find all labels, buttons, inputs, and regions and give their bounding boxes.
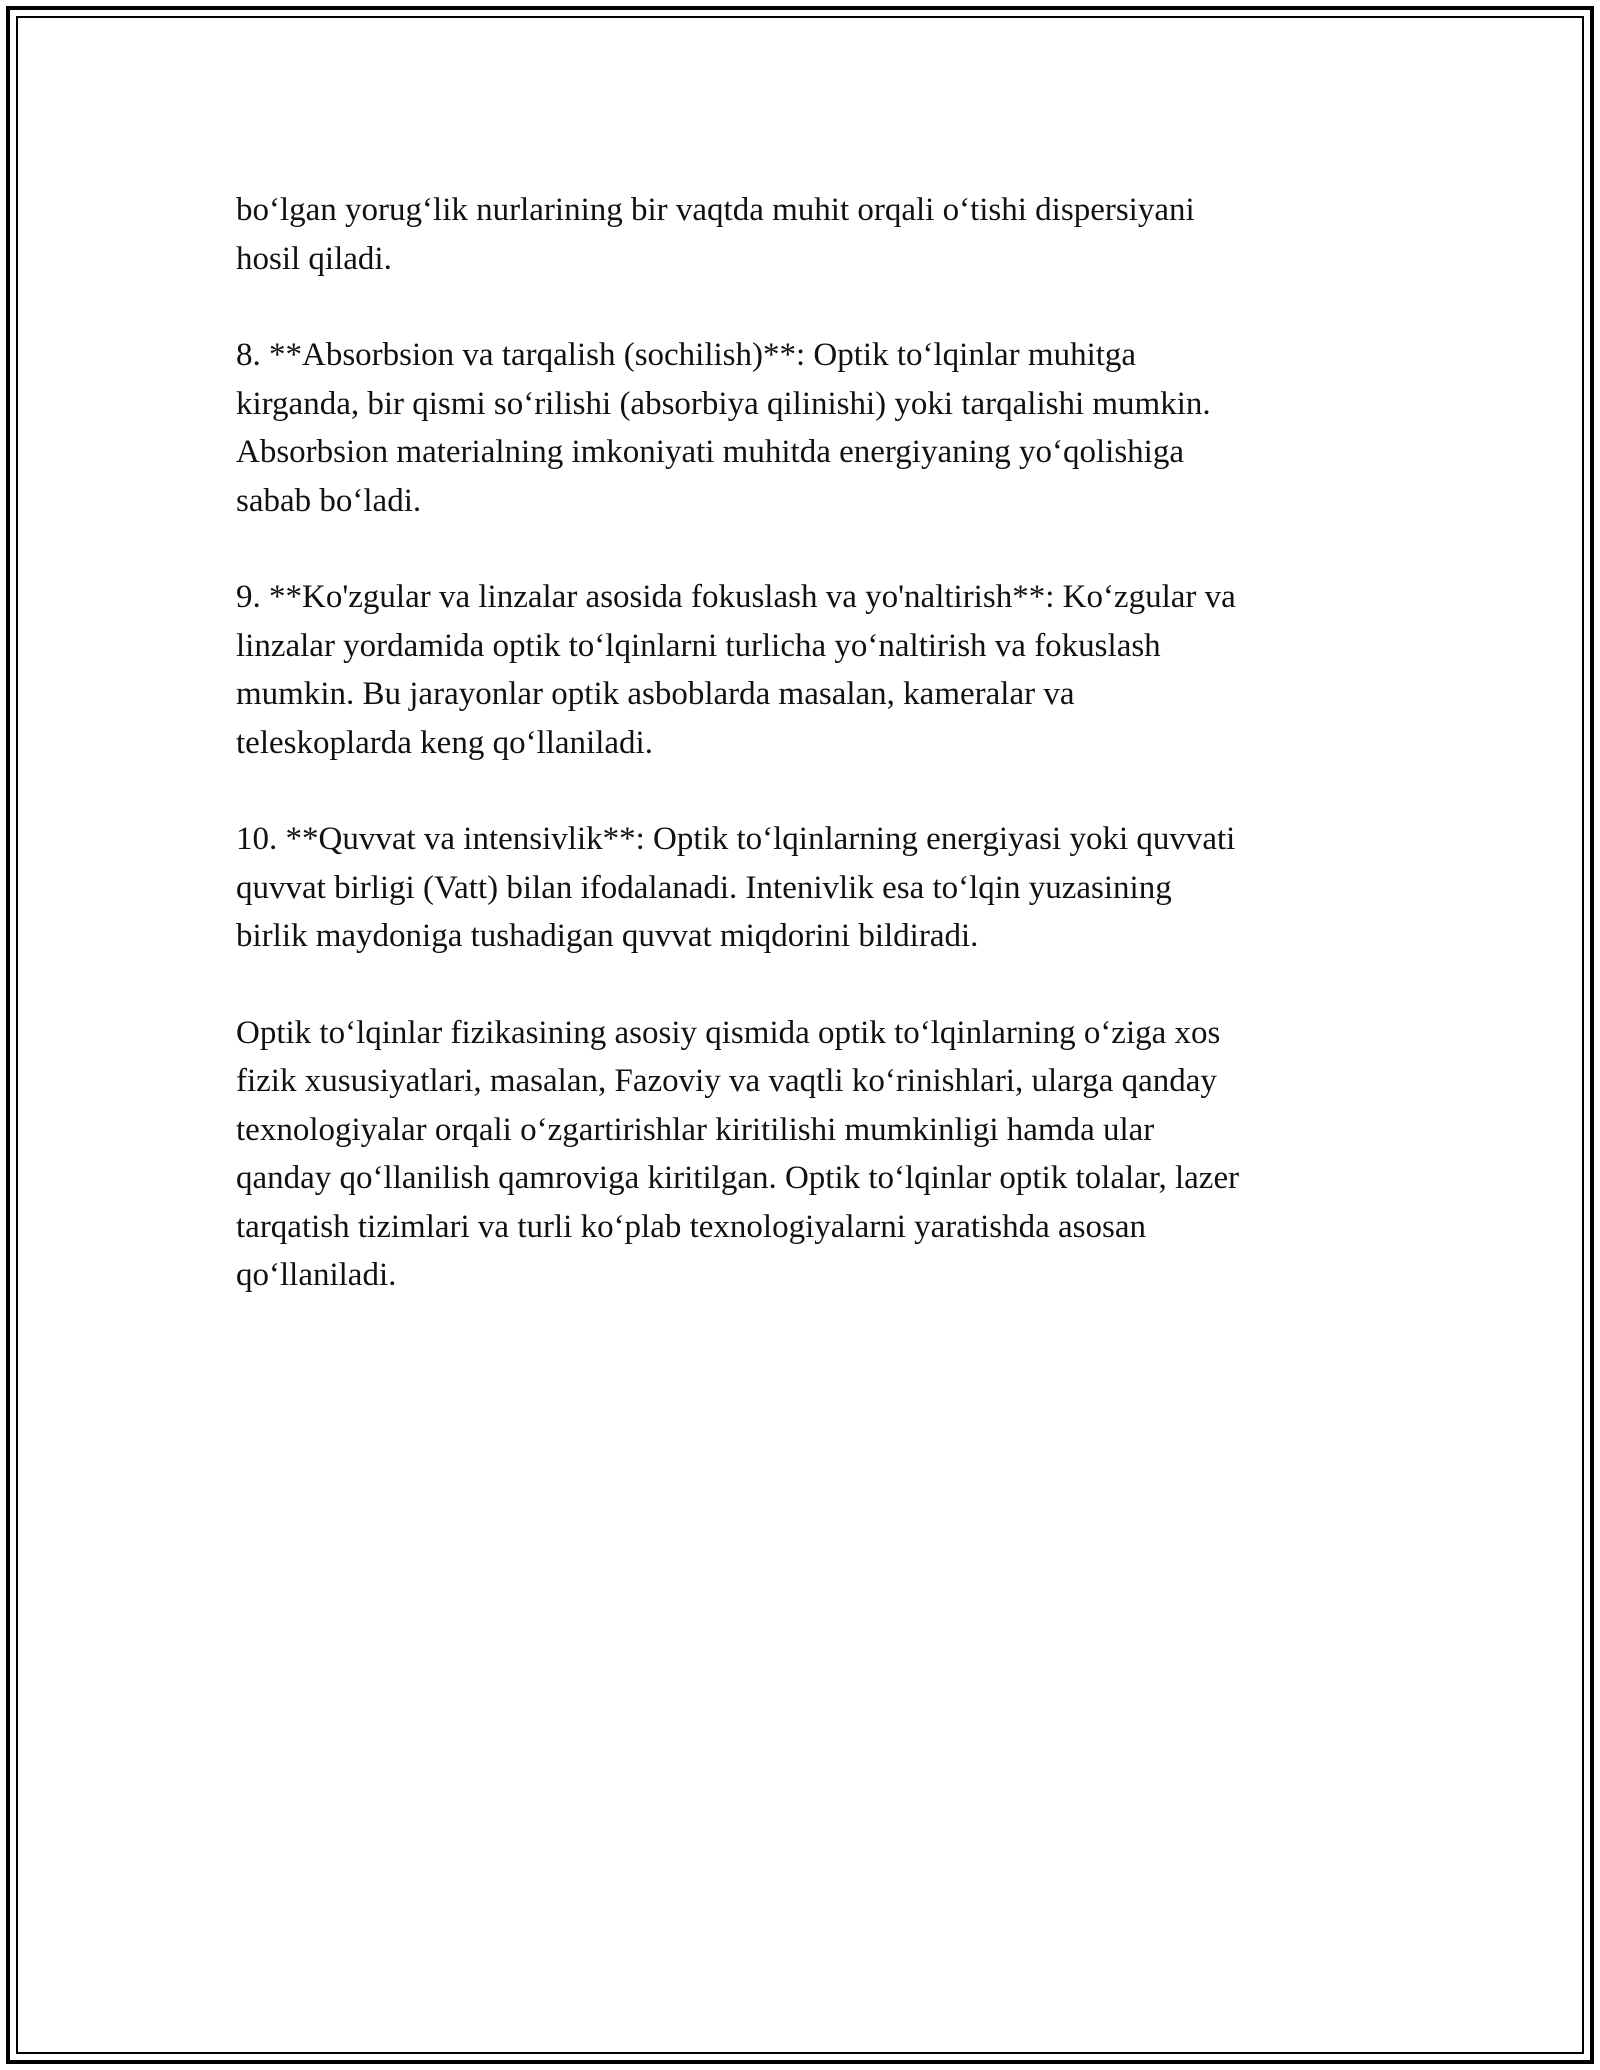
text-line: kirganda, bir qismi so‘rilishi (absorbiya qilinishi) yoki tarqalishi mumkin. [236,385,1211,422]
text-line: qo‘llaniladi. [236,1257,397,1293]
text-line: 10. **Quvvat va intensivlik**: Optik to‘lqinlarning energiyasi yoki quvvati [236,821,1236,857]
text-line: hosil qiladi. [236,240,392,277]
paragraph-power-intensity [236,815,1366,961]
text-line: 9. **Ko'zgular va linzalar asosida fokuslash va yo'naltirish**: Ko‘zgular va [236,579,1236,615]
text-line: quvvat birligi (Vatt) bilan ifodalanadi. Intenivlik esa to‘lqin yuzasining [236,869,1172,906]
text-line: fizik xususiyatlari, masalan, Fazoviy va vaqtli ko‘rinishlari, ularga qanday [236,1063,1217,1099]
text-line: Absorbsion materialning imkoniyati muhitda energiyaning yo‘qolishiga [236,434,1184,470]
text-line: qanday qo‘llanilish qamroviga kiritilgan. Optik to‘lqinlar optik tolalar, lazer [236,1160,1240,1196]
paragraph-mirrors-lenses [236,573,1366,767]
text-line: texnologiyalar orqali o‘zgartirishlar kiritilishi mumkinligi hamda ular [236,1111,1155,1148]
text-line: Optik to‘lqinlar fizikasining asosiy qismida optik to‘lqinlarning o‘ziga xos [236,1014,1221,1051]
paragraph-conclusion [236,1009,1366,1300]
paragraph-absorption [236,331,1366,525]
text-line: bo‘lgan yorug‘lik nurlarining bir vaqtda muhit orqali o‘tishi dispersiyani [236,192,1195,228]
text-line: 8. **Absorbsion va tarqalish (sochilish)**: Optik to‘lqinlar muhitga [236,337,1137,373]
text-line: mumkin. Bu jarayonlar optik asboblarda masalan, kameralar va [236,676,1075,712]
paragraph-dispersion-continuation [236,186,1366,283]
document-body [236,186,1366,1348]
text-line: birlik maydoniga tushadigan quvvat miqdorini bildiradi. [236,918,979,954]
text-line: linzalar yordamida optik to‘lqinlarni turlicha yo‘naltirish va fokuslash [236,627,1161,664]
text-line: teleskoplarda keng qo‘llaniladi. [236,724,653,761]
text-line: sabab bo‘ladi. [236,482,422,519]
text-line: tarqatish tizimlari va turli ko‘plab texnologiyalarni yaratishda asosan [236,1208,1146,1245]
